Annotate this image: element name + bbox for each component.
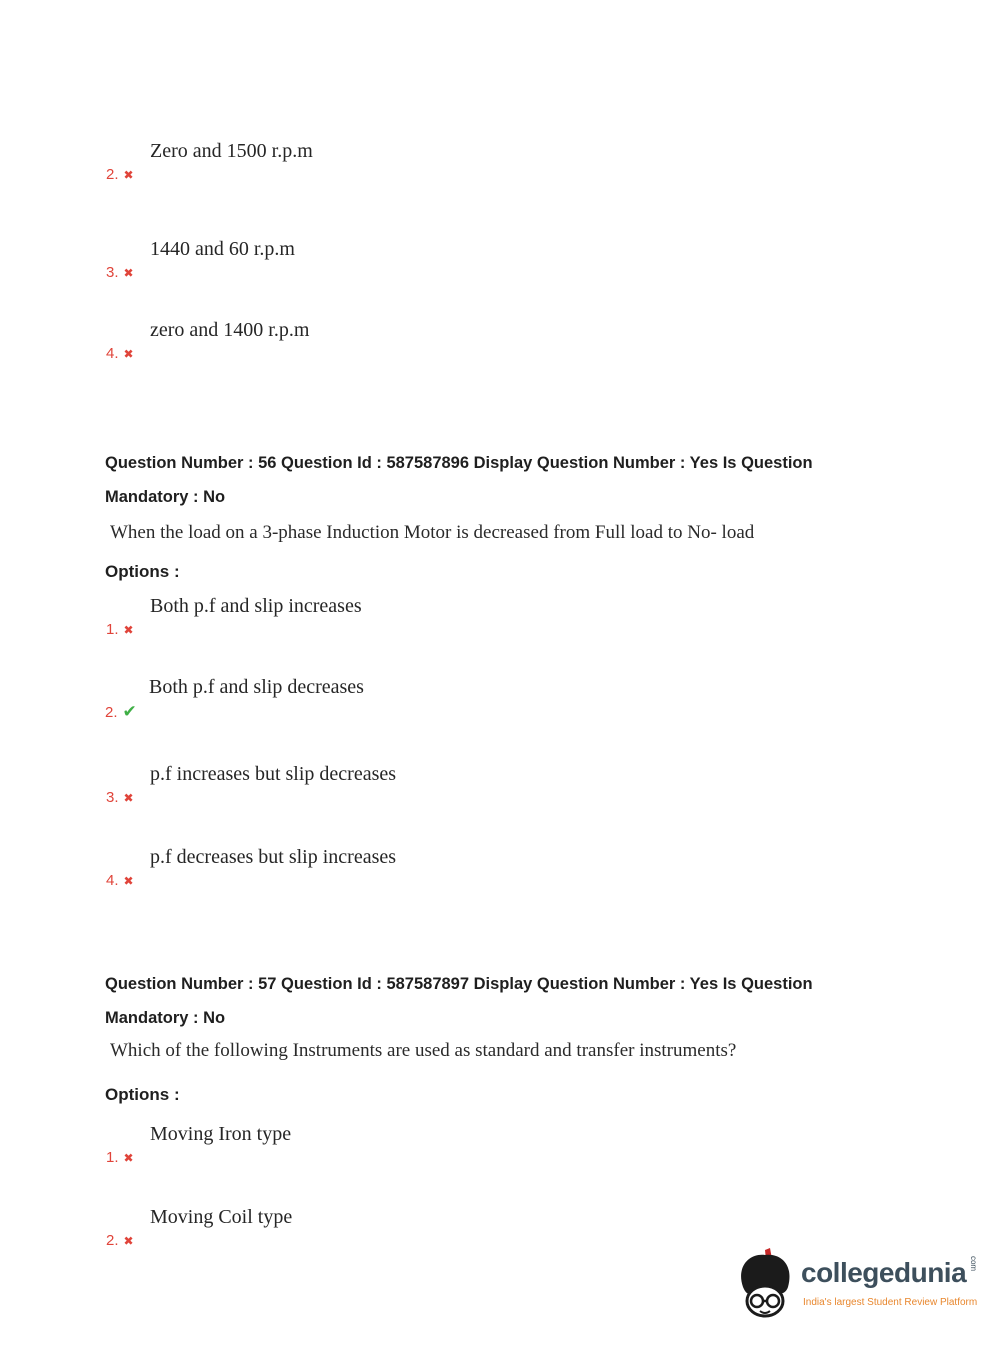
option-text: Moving Iron type: [150, 1123, 292, 1145]
option-number: 2.: [105, 704, 118, 721]
option-text: zero and 1400 r.p.m: [150, 319, 310, 341]
options-label: Options :: [105, 562, 180, 581]
option-text: 1440 and 60 r.p.m: [150, 238, 295, 260]
question-header: [105, 446, 915, 514]
cross-mark-icon: ✖: [123, 623, 134, 637]
cross-mark-icon: ✖: [123, 791, 134, 805]
question-header-line1: Question Number : 56 Question Id : 587587896 Display Question Number : Yes Is Question: [105, 454, 813, 472]
option-number: 1.: [106, 621, 119, 638]
option-number: 3.: [106, 264, 119, 281]
brand-mascot-icon: [735, 1247, 795, 1321]
option-text: Zero and 1500 r.p.m: [150, 140, 313, 162]
option-text: p.f increases but slip decreases: [150, 763, 397, 785]
question-header-line1: Question Number : 57 Question Id : 587587897 Display Question Number : Yes Is Question: [105, 975, 813, 993]
option-number: 4.: [106, 872, 119, 889]
option-number: 4.: [106, 345, 119, 362]
question-text: When the load on a 3-phase Induction Motor is decreased from Full load to No- load: [110, 522, 755, 543]
option-number: 2.: [106, 166, 119, 183]
option-number: 2.: [106, 1232, 119, 1249]
question-header-line2: Mandatory : No: [105, 488, 226, 506]
options-label: Options :: [105, 1085, 180, 1104]
option-text: Moving Coil type: [150, 1206, 293, 1228]
footer-logo: [735, 1245, 995, 1330]
cross-mark-icon: ✖: [123, 874, 134, 888]
cross-mark-icon: ✖: [123, 1151, 134, 1165]
brand-name: collegedunia: [801, 1257, 967, 1288]
option-number: 1.: [106, 1149, 119, 1166]
brand-tld: com: [969, 1255, 979, 1272]
option-text: Both p.f and slip increases: [150, 595, 362, 617]
question-text: Which of the following Instruments are used as standard and transfer instruments?: [110, 1040, 737, 1061]
cross-mark-icon: ✖: [123, 1234, 134, 1248]
cross-mark-icon: ✖: [123, 168, 134, 182]
option-text: p.f decreases but slip increases: [150, 846, 397, 868]
question-header-line2: Mandatory : No: [105, 1009, 226, 1027]
option-text: Both p.f and slip decreases: [149, 676, 364, 698]
cross-mark-icon: ✖: [123, 347, 134, 361]
cross-mark-icon: ✖: [123, 266, 134, 280]
brand-tagline: India's largest Student Review Platform: [803, 1297, 978, 1308]
option-number: 3.: [106, 789, 119, 806]
question-header: [105, 967, 915, 1035]
check-mark-icon: ✔: [122, 702, 137, 721]
